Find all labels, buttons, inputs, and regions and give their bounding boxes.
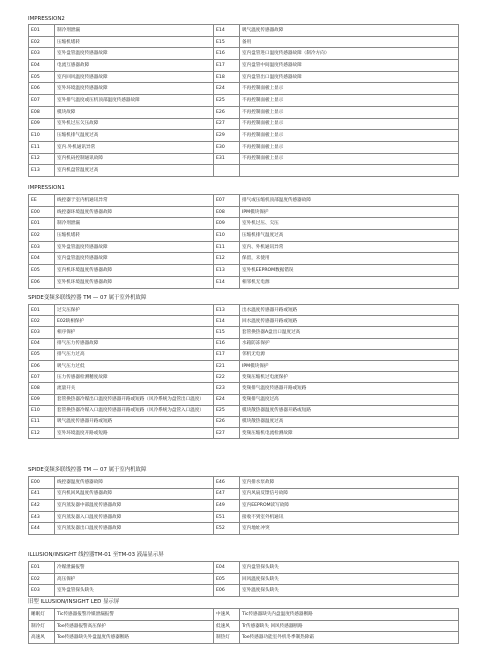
- error-table-spide-outdoor: [28, 304, 459, 439]
- error-description-cell: IPM模块保护: [240, 360, 459, 371]
- error-code-cell: E51: [214, 511, 240, 523]
- error-table-impression2: [28, 24, 459, 177]
- error-code-cell: E24: [214, 83, 240, 95]
- table-row: [29, 118, 459, 130]
- error-description-cell: 电流互感器故障: [55, 60, 214, 72]
- error-description-cell: 保留，未使用: [240, 253, 459, 265]
- error-description-cell: 室外环境温度传感器故障: [55, 83, 214, 95]
- error-code-cell: 睡眠灯: [29, 609, 55, 621]
- error-description-cell: 变频压缩机过电流保护: [240, 372, 459, 383]
- table-row: [29, 71, 459, 83]
- error-description-cell: 相序保护: [55, 327, 214, 338]
- error-code-cell: E12: [29, 428, 55, 439]
- error-description-cell: 不再控制面板上显示: [240, 130, 459, 142]
- error-description-cell: Tic传感器缺失内盘温度传感器断路: [240, 609, 459, 621]
- error-description-cell: 线控器于室内机通讯异常: [55, 195, 214, 207]
- table-row: [29, 620, 459, 632]
- error-description-cell: 室内EEPROM读写故障: [240, 500, 459, 512]
- error-code-cell: E27: [214, 428, 240, 439]
- error-description-cell: 室内蒸发器中部温度传感器故障: [55, 500, 214, 512]
- error-code-cell: E47: [214, 488, 240, 500]
- error-code-cell: E03: [29, 241, 55, 253]
- error-table-illusion-led: [28, 608, 459, 644]
- error-description-cell: 过欠压保护: [55, 305, 214, 316]
- error-code-cell: 高速风: [29, 632, 55, 644]
- error-description-cell: 高压保护: [55, 573, 214, 585]
- error-description-cell: 室内、外机通讯异常: [240, 241, 459, 253]
- error-code-cell: E17: [214, 349, 240, 360]
- error-code-cell: E23: [214, 383, 240, 394]
- error-description-cell: 压缩机排气温度过高: [55, 130, 214, 142]
- error-code-cell: E01: [29, 305, 55, 316]
- error-code-cell: E10: [214, 230, 240, 242]
- error-code-cell: E02: [29, 316, 55, 327]
- error-code-cell: E14: [214, 316, 240, 327]
- error-code-cell: E11: [29, 416, 55, 427]
- table-row: [29, 165, 459, 177]
- error-description-cell: 变频排气温度传感器开路或短路: [240, 383, 459, 394]
- error-description-cell: 模块散热器温度传感器开路或短路: [240, 405, 459, 416]
- error-description-cell: 不再控制面板上显示: [240, 118, 459, 130]
- table-row: [29, 153, 459, 165]
- error-code-cell: E04: [29, 60, 55, 72]
- error-code-cell: 制冷灯: [29, 620, 55, 632]
- error-code-cell: E10: [29, 130, 55, 142]
- table-row: [29, 573, 459, 585]
- error-code-cell: E26: [214, 106, 240, 118]
- error-description-cell: 套管换热器A盘出口温度过高: [240, 327, 459, 338]
- table-row: [29, 405, 459, 416]
- error-code-cell: E07: [29, 95, 55, 107]
- error-description-cell: 室内机回风温度传感器故障: [55, 488, 214, 500]
- error-description-cell: 室外温度探头缺失: [240, 585, 459, 597]
- error-code-cell: E30: [214, 141, 240, 153]
- error-description-cell: IPM模块保护: [240, 206, 459, 218]
- error-description-cell: 室内盘管进口温度传感器故障（制冷方向）: [240, 48, 459, 60]
- error-description-cell: 制冷剂泄漏: [55, 218, 214, 230]
- error-description-cell: 不再控制面板上显示: [240, 83, 459, 95]
- error-code-cell: E04: [29, 338, 55, 349]
- error-description-cell: 线控器环境温度传感器故障: [55, 206, 214, 218]
- table-row: [29, 428, 459, 439]
- table-row: [29, 48, 459, 60]
- table-row: [29, 106, 459, 118]
- error-description-cell: 模块散热器温度过高: [240, 416, 459, 427]
- section-title-spide-indoor: SPIDE变频多联线控器 TM — 07 属于室内机故障: [28, 467, 147, 473]
- table-row: [29, 327, 459, 338]
- error-code-cell: E06: [29, 276, 55, 288]
- error-description-cell: 室内盘管中间温度传感器故障: [240, 60, 459, 72]
- table-row: [29, 141, 459, 153]
- error-code-cell: E05: [29, 349, 55, 360]
- error-code-cell: E13: [214, 305, 240, 316]
- error-description-cell: 相邻机无电源: [240, 276, 459, 288]
- table-row: [29, 195, 459, 207]
- error-code-cell: E15: [214, 36, 240, 48]
- table-row: [29, 394, 459, 405]
- error-description-cell: Toe传感器功能室外机冬季制热除霜: [240, 632, 459, 644]
- table-row: [29, 632, 459, 644]
- section-title-spide-outdoor: SPIDE变频多联线控器 TM — 07 属于室外机故障: [28, 295, 147, 301]
- error-code-cell: E25: [214, 405, 240, 416]
- error-description-cell: Toe传感器缺失外盘温度传感器断路: [55, 632, 214, 644]
- error-description-cell: 室内蒸发器入口温度传感器故障: [55, 511, 214, 523]
- error-description-cell: 室内回风温度传感器故障: [55, 71, 214, 83]
- table-row: [29, 562, 459, 574]
- error-description-cell: 室内风扇反馈信号故障: [240, 488, 459, 500]
- error-description-cell: 吸气温度传感器开路或短路: [55, 416, 214, 427]
- error-description-cell: 水箱防冻保护: [240, 338, 459, 349]
- error-description-cell: 流量开关: [55, 383, 214, 394]
- table-row: [29, 130, 459, 142]
- error-code-cell: 中速风: [214, 609, 240, 621]
- section-title-impression1: IMPRESSION1: [28, 185, 65, 191]
- error-code-cell: E12: [214, 253, 240, 265]
- table-row: [29, 241, 459, 253]
- table-row: [29, 230, 459, 242]
- table-row: [29, 95, 459, 107]
- error-description-cell: 套管换热器冷媒出口温度传感器开路或短路（风冷系统为盘管出口温度）: [55, 394, 214, 405]
- table-row: [29, 316, 459, 327]
- error-description-cell: 室外机过压、欠压: [240, 218, 459, 230]
- error-description-cell: 室内机环境温度传感器故障: [55, 265, 214, 277]
- error-table-spide-indoor: [28, 476, 459, 535]
- error-description-cell: 出水温度传感器开路或短路: [240, 305, 459, 316]
- error-description-cell: 室内盘管探头缺失: [240, 562, 459, 574]
- error-description-cell: 冷媒泄漏报警: [55, 562, 214, 574]
- error-code-cell: E07: [29, 372, 55, 383]
- error-description-cell: 排气压力传感器故障: [55, 338, 214, 349]
- error-table-illusion-lcd: [28, 561, 459, 597]
- error-description-cell: 室外盘管探头缺失: [55, 585, 214, 597]
- error-description-cell: E02缺相保护: [55, 316, 214, 327]
- error-code-cell: E13: [214, 265, 240, 277]
- error-description-cell: 室外机EEPROM数据错误: [240, 265, 459, 277]
- error-code-cell: E03: [29, 585, 55, 597]
- error-description-cell: 室内机码控制通讯故障: [55, 153, 214, 165]
- error-code-cell: E15: [214, 327, 240, 338]
- section-title-illusion-lcd: ILLUSION/INSIGHT 线控器TM-01 至TM-03 液晶显示屏: [28, 552, 164, 558]
- table-row: [29, 276, 459, 288]
- error-description-cell: 室外盘管温度传感器故障: [55, 48, 214, 60]
- table-row: [29, 609, 459, 621]
- error-code-cell: E24: [214, 394, 240, 405]
- error-description-cell: 压缩机堵转: [55, 36, 214, 48]
- section-title-impression2: IMPRESSION2: [28, 16, 65, 22]
- table-row: [29, 218, 459, 230]
- error-code-cell: E16: [214, 48, 240, 60]
- error-description-cell: Toe传感器报警高压保护: [55, 620, 214, 632]
- error-description-cell: 室内盘管温度传感器故障: [55, 253, 214, 265]
- error-code-cell: E05: [214, 573, 240, 585]
- error-description-cell: 线控器温度传感器故障: [55, 477, 214, 489]
- error-description-cell: 排气压力过高: [55, 349, 214, 360]
- error-code-cell: E01: [29, 25, 55, 37]
- error-description-cell: 套管换热器冷媒入口温度传感器开路或短路（风冷系统为盘管入口温度）: [55, 405, 214, 416]
- error-description-cell: 回风温度探头缺失: [240, 573, 459, 585]
- error-code-cell: E06: [214, 585, 240, 597]
- error-code-cell: 制热灯: [214, 632, 240, 644]
- error-code-cell: E01: [29, 218, 55, 230]
- error-description-cell: 变频压缩机电流检测故障: [240, 428, 459, 439]
- error-description-cell: 不再控制面板上显示: [240, 95, 459, 107]
- table-row: [29, 523, 459, 535]
- error-code-cell: E05: [29, 265, 55, 277]
- table-row: [29, 305, 459, 316]
- error-description-cell: 室内地址冲突: [240, 523, 459, 535]
- error-code-cell: E13: [29, 165, 55, 177]
- error-code-cell: E04: [214, 562, 240, 574]
- error-code-cell: E11: [214, 241, 240, 253]
- error-code-cell: E27: [214, 118, 240, 130]
- error-code-cell: E02: [29, 36, 55, 48]
- error-description-cell: 压缩机堵转: [55, 230, 214, 242]
- error-description-cell: 室内蒸发器出口温度传感器故障: [55, 523, 214, 535]
- error-code-cell: E16: [214, 338, 240, 349]
- error-code-cell: E06: [29, 83, 55, 95]
- table-row: [29, 25, 459, 37]
- error-code-cell: E07: [214, 195, 240, 207]
- error-code-cell: E41: [29, 488, 55, 500]
- section-title-illusion-led: 旧型 ILLUSION/INSIGHT LED 显示屏: [28, 599, 120, 605]
- error-description-cell: 回水温度传感器开路或短路: [240, 316, 459, 327]
- error-code-cell: E08: [29, 383, 55, 394]
- error-description-cell: [240, 165, 459, 177]
- error-description-cell: 室外机环境温度传感器故障: [55, 276, 214, 288]
- error-code-cell: E00: [29, 206, 55, 218]
- error-description-cell: 不再控制面板上显示: [240, 106, 459, 118]
- error-description-cell: 吸气温度传感器故障: [240, 25, 459, 37]
- error-description-cell: 邻机无电源: [240, 349, 459, 360]
- error-description-cell: Tic传感器报警冷媒泄漏报警: [55, 609, 214, 621]
- error-code-cell: E22: [214, 372, 240, 383]
- error-code-cell: [214, 165, 240, 177]
- error-code-cell: E12: [29, 153, 55, 165]
- error-code-cell: E25: [214, 95, 240, 107]
- error-code-cell: E14: [214, 276, 240, 288]
- error-description-cell: 不再控制面板上显示: [240, 153, 459, 165]
- error-description-cell: 制冷剂泄漏: [55, 25, 214, 37]
- error-description-cell: Tr传感器缺失 回风传感器断路: [240, 620, 459, 632]
- error-code-cell: E01: [29, 562, 55, 574]
- table-row: [29, 488, 459, 500]
- error-code-cell: E02: [29, 230, 55, 242]
- error-code-cell: E11: [29, 141, 55, 153]
- table-row: [29, 511, 459, 523]
- table-row: [29, 383, 459, 394]
- error-code-cell: E49: [214, 500, 240, 512]
- error-code-cell: E04: [29, 253, 55, 265]
- table-row: [29, 60, 459, 72]
- error-description-cell: 室内.外机通讯异常: [55, 141, 214, 153]
- table-row: [29, 83, 459, 95]
- error-description-cell: 排气或压缩机顶部温度传感器故障: [240, 195, 459, 207]
- table-row: [29, 349, 459, 360]
- error-code-cell: E03: [29, 327, 55, 338]
- error-description-cell: 室外机过压欠压故障: [55, 118, 214, 130]
- error-code-cell: E06: [29, 360, 55, 371]
- table-row: [29, 265, 459, 277]
- error-code-cell: E43: [29, 511, 55, 523]
- error-code-cell: E42: [29, 500, 55, 512]
- error-code-cell: E14: [214, 25, 240, 37]
- table-row: [29, 477, 459, 489]
- error-description-cell: 室外盘管温度传感器故障: [55, 241, 214, 253]
- error-code-cell: E00: [29, 477, 55, 489]
- table-row: [29, 585, 459, 597]
- error-code-cell: E17: [214, 60, 240, 72]
- error-code-cell: E29: [214, 130, 240, 142]
- error-code-cell: E09: [214, 218, 240, 230]
- error-code-cell: E09: [29, 118, 55, 130]
- error-code-cell: E26: [214, 416, 240, 427]
- table-row: [29, 206, 459, 218]
- error-description-cell: 不再控制面板上显示: [240, 141, 459, 153]
- error-description-cell: 备用: [240, 36, 459, 48]
- error-code-cell: 低速风: [214, 620, 240, 632]
- error-description-cell: 室内排水泵故障: [240, 477, 459, 489]
- error-table-impression1: [28, 194, 459, 289]
- error-description-cell: 室外排气温度或压机顶部温度传感器故障: [55, 95, 214, 107]
- error-code-cell: E02: [29, 573, 55, 585]
- error-code-cell: E18: [214, 71, 240, 83]
- error-code-cell: E44: [29, 523, 55, 535]
- error-description-cell: 压缩机排气温度过高: [240, 230, 459, 242]
- error-description-cell: 室内机盘管温度过高: [55, 165, 214, 177]
- table-row: [29, 36, 459, 48]
- error-code-cell: E03: [29, 48, 55, 60]
- error-code-cell: E31: [214, 153, 240, 165]
- error-code-cell: E05: [29, 71, 55, 83]
- table-row: [29, 253, 459, 265]
- error-code-cell: E08: [29, 106, 55, 118]
- error-description-cell: 室外环境温度开路或短路: [55, 428, 214, 439]
- error-description-cell: 接收不到室外机通讯: [240, 511, 459, 523]
- table-row: [29, 416, 459, 427]
- error-description-cell: 压力传感器检测精度故障: [55, 372, 214, 383]
- error-code-cell: E21: [214, 360, 240, 371]
- error-code-cell: E08: [214, 206, 240, 218]
- error-code-cell: EE: [29, 195, 55, 207]
- error-description-cell: 模块故障: [55, 106, 214, 118]
- table-row: [29, 372, 459, 383]
- error-code-cell: E09: [29, 394, 55, 405]
- table-row: [29, 338, 459, 349]
- table-row: [29, 500, 459, 512]
- error-code-cell: E46: [214, 477, 240, 489]
- error-description-cell: 变频排气温度过高: [240, 394, 459, 405]
- error-code-cell: E52: [214, 523, 240, 535]
- error-description-cell: 室内盘管出口温度传感器故障: [240, 71, 459, 83]
- table-row: [29, 360, 459, 371]
- error-code-cell: E10: [29, 405, 55, 416]
- error-description-cell: 吸气压力过低: [55, 360, 214, 371]
